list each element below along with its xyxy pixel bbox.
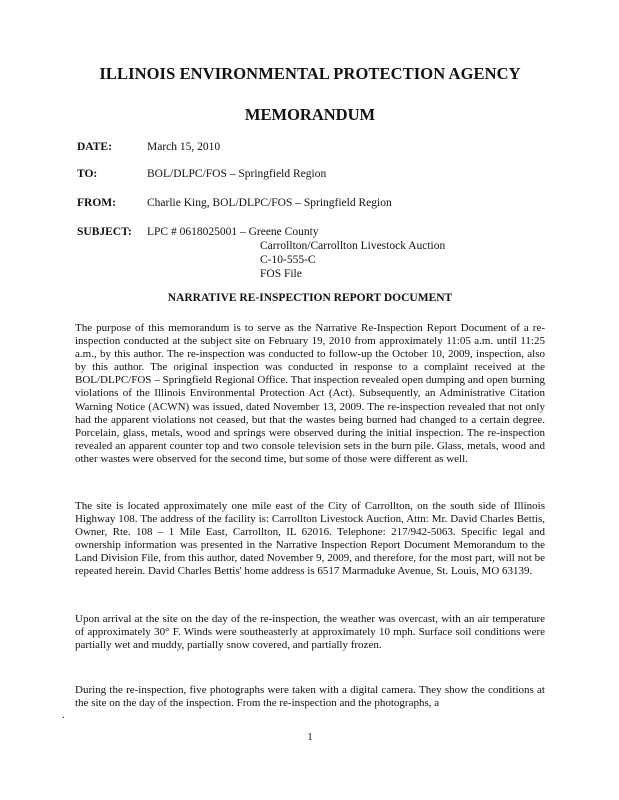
subject-lpc: LPC # 0618025001 – Greene County bbox=[147, 226, 319, 238]
date-value: March 15, 2010 bbox=[147, 141, 221, 153]
subject-label: SUBJECT: bbox=[77, 226, 132, 238]
paragraph: Upon arrival at the site on the day of the re-inspection, the weather was overcast, with an air temperature of approximately 30° F. Winds were southeasterly at approximately 10 mph. Surface soil conditions were partially wet and muddy, partially snow covered, and partially frozen. bbox=[75, 613, 545, 652]
from-value: Charlie King, BOL/DLPC/FOS – Springfield Region bbox=[147, 197, 392, 209]
from-label: FROM: bbox=[77, 197, 116, 209]
paragraph: The purpose of this memorandum is to serve as the Narrative Re-Inspection Report Document of a re-inspection conducted at the subject site on February 19, 2010 from approximately 11:05 a.m. until 11:25 a.m., by this author. The re-inspection was conducted to follow-up the October 10, 2009, inspection, also by this author. The original inspection was conducted in response to a complaint received at the BOL/DLPC/FOS – Springfield Regional Office. That inspection revealed open dumping and open burning violations of the Illinois Environmental Protection Act (Act). Subsequently, an Administrative Citation Warning Notice (ACWN) was issued, dated November 13, 2009. The re-inspection revealed that not only had the apparent violations not ceased, but that the wastes being burned had changed to a certain degree. Porcelain, glass, metals, wood and springs were observed during the initial inspection. The re-inspection revealed an apparent counter top and two console television sets in the burn pile. Glass, metals, wood and other wastes were observed for the second time, but some of those were different as well. bbox=[75, 322, 545, 465]
to-label: TO: bbox=[77, 168, 98, 180]
subject-line: C-10-555-C bbox=[260, 254, 316, 266]
memorandum-heading: MEMORANDUM bbox=[244, 105, 376, 124]
subject-line: Carrollton/Carrollton Livestock Auction bbox=[260, 240, 446, 252]
to-value: BOL/DLPC/FOS – Springfield Region bbox=[147, 168, 327, 180]
date-label: DATE: bbox=[77, 141, 112, 153]
paragraph: The site is located approximately one mile east of the City of Carrollton, on the south side of Illinois Highway 108. The address of the facility is: Carrollton Livestock Auction, Attn: Mr. David Charles Bettis, Owner, Rte. 108 – 1 Mile East, Carrollton, IL 62016. Telephone: 217/942-5063. Specific legal and ownership information was presented in the Narrative Inspection Report Document Memorandum to the Land Division File, from this author, dated November 9, 2009, and therefore, for the most part, will not be repeated herein. David Charles Bettis' home address is 6517 Marmaduke Avenue, St. Louis, MO 63139. bbox=[75, 500, 545, 578]
page-number: 1 bbox=[307, 731, 313, 743]
paragraph: During the re-inspection, five photographs were taken with a digital camera. They show the conditions at the site on the day of the inspection. From the re-inspection and the photographs, a bbox=[75, 684, 545, 710]
section-title: NARRATIVE RE-INSPECTION REPORT DOCUMENT bbox=[167, 292, 453, 304]
agency-heading: ILLINOIS ENVIRONMENTAL PROTECTION AGENCY bbox=[99, 64, 521, 83]
margin-mark: . bbox=[62, 709, 65, 721]
subject-line: FOS File bbox=[260, 268, 302, 280]
